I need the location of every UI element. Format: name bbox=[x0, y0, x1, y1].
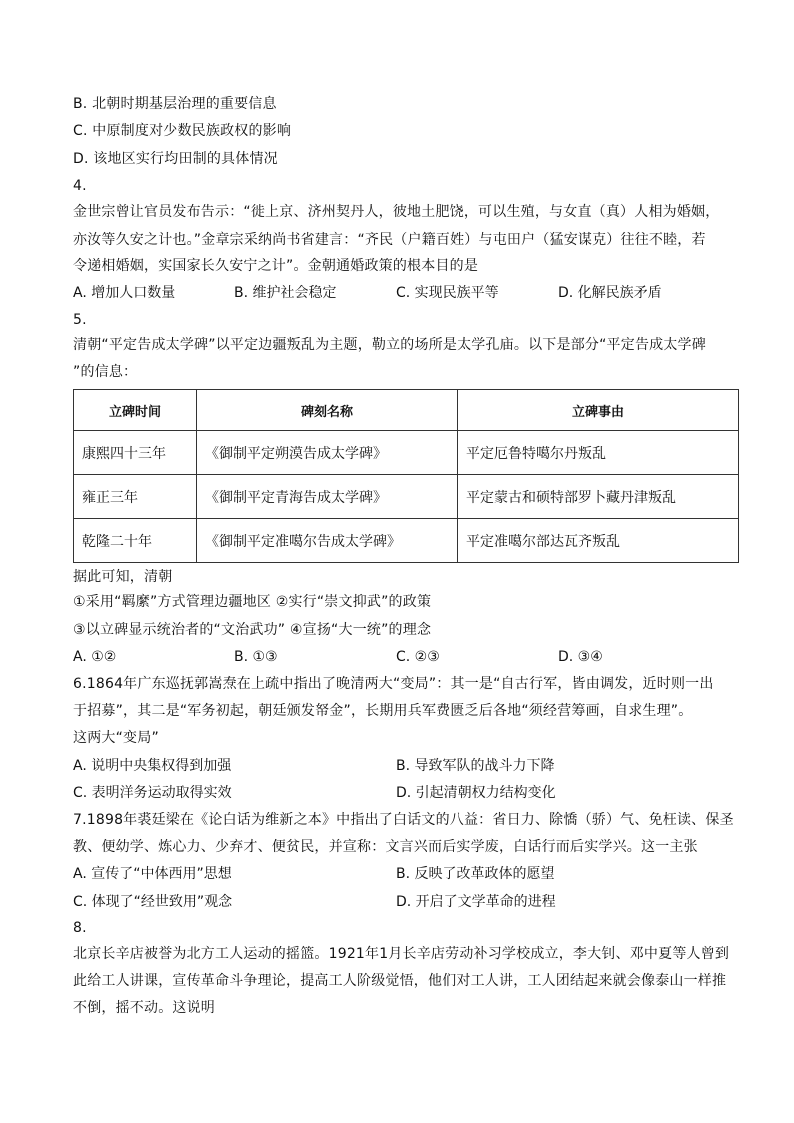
l03: D. 该地区实行均田制的具体情况 bbox=[73, 151, 278, 167]
q4-option-c: C. 实现民族平等 bbox=[396, 285, 499, 301]
q5-option-d: D. ③④ bbox=[558, 649, 603, 665]
l28: 不倒，摇不动。这说明 bbox=[73, 1000, 215, 1016]
table-row bbox=[74, 475, 739, 519]
l26: 北京长辛店被誉为北方工人运动的摇篮。1921年1月长辛店劳动补习学校成立，李大钊、邓中夏等人曾到 bbox=[73, 946, 730, 962]
q7-option-d: D. 开启了文学革命的进程 bbox=[396, 894, 556, 910]
l25: 8. bbox=[73, 920, 87, 936]
l05: 金世宗曾让官员发布告示：“徙上京、济州契丹人，彼地土肥饶，可以生殖，与女直（真）人相为婚姻， bbox=[73, 204, 720, 220]
l22: 教、便幼学、炼心力、少弃才、便贫民，并宣称：文言兴而后实学废，白话行而后实学兴。这一主张 bbox=[73, 839, 698, 855]
q4-option-d: D. 化解民族矛盾 bbox=[558, 285, 662, 301]
l18: 这两大“变局” bbox=[73, 730, 159, 746]
q7-option-a: A. 宣传了“中体西用”思想 bbox=[73, 866, 232, 882]
l07: 令递相婚姻，实国家长久安宁之计”。金朝通婚政策的根本目的是 bbox=[73, 258, 479, 274]
l14: ③以立碑显示统治者的“文治武功” ④宣扬“大一统”的理念 bbox=[73, 622, 432, 638]
table-cell: 平定准噶尔部达瓦齐叛乱 bbox=[458, 519, 739, 563]
l11: ”的信息： bbox=[73, 364, 138, 380]
table-cell: 康熙四十三年 bbox=[74, 431, 197, 475]
table-cell: 平定厄鲁特噶尔丹叛乱 bbox=[458, 431, 739, 475]
l16: 6.1864年广东巡抚郭嵩焘在上疏中指出了晚清两大“变局”：其一是“自古行军，皆由调发，近时则一出 bbox=[73, 676, 714, 692]
l27: 此给工人讲课，宣传革命斗争理论，提高工人阶级觉悟，他们对工人讲，工人团结起来就会像泰山一样推 bbox=[73, 973, 727, 989]
q7-option-b: B. 反映了改革政体的愿望 bbox=[396, 866, 555, 882]
table-cell: 《御制平定朔漠告成太学碑》 bbox=[197, 431, 458, 475]
table-cell: 乾隆二十年 bbox=[74, 519, 197, 563]
stele-table bbox=[73, 389, 739, 563]
table-row bbox=[74, 519, 739, 563]
q5-option-c: C. ②③ bbox=[396, 649, 440, 665]
l17: 于招募”，其二是“军务初起，朝廷颁发帑金”，长期用兵军费匮乏后各地“须经营筹画，自求生理”。 bbox=[73, 703, 693, 719]
l06: 亦汝等久安之计也。”金章宗采纳尚书省建言：“齐民（户籍百姓）与屯田户（猛安谋克）往往不睦，若 bbox=[73, 232, 706, 248]
q6-option-c: C. 表明洋务运动取得实效 bbox=[73, 785, 232, 801]
table-row bbox=[74, 431, 739, 475]
q4-option-b: B. 维护社会稳定 bbox=[234, 285, 337, 301]
q6-option-a: A. 说明中央集权得到加强 bbox=[73, 758, 232, 774]
table-cell: 《御制平定青海告成太学碑》 bbox=[197, 475, 458, 519]
q6-option-b: B. 导致军队的战斗力下降 bbox=[396, 758, 555, 774]
table-header: 立碑事由 bbox=[458, 390, 739, 431]
l13: ①采用“羁縻”方式管理边疆地区 ②实行“崇文抑武”的政策 bbox=[73, 594, 432, 610]
l02: C. 中原制度对少数民族政权的影响 bbox=[73, 123, 292, 139]
q6-option-d: D. 引起清朝权力结构变化 bbox=[396, 785, 556, 801]
q7-option-c: C. 体现了“经世致用”观念 bbox=[73, 894, 233, 910]
l01: B. 北朝时期基层治理的重要信息 bbox=[73, 96, 277, 112]
q5-option-a: A. ①② bbox=[73, 649, 117, 665]
l09: 5. bbox=[73, 312, 87, 328]
l04: 4. bbox=[73, 178, 87, 194]
table-header: 碑刻名称 bbox=[197, 390, 458, 431]
table-cell: 雍正三年 bbox=[74, 475, 197, 519]
table-header-row bbox=[74, 390, 739, 431]
l10: 清朝“平定告成太学碑”以平定边疆叛乱为主题，勒立的场所是太学孔庙。以下是部分“平定告成太学碑 bbox=[73, 337, 706, 353]
l12: 据此可知，清朝 bbox=[73, 569, 173, 585]
table-cell: 《御制平定准噶尔告成太学碑》 bbox=[197, 519, 458, 563]
q5-option-b: B. ①③ bbox=[234, 649, 278, 665]
q4-option-a: A. 增加人口数量 bbox=[73, 285, 176, 301]
table-cell: 平定蒙古和硕特部罗卜藏丹津叛乱 bbox=[458, 475, 739, 519]
l21: 7.1898年裘廷梁在《论白话为维新之本》中指出了白话文的八益：省日力、除憍（骄）气、免枉读、保圣 bbox=[73, 812, 734, 828]
table-header: 立碑时间 bbox=[74, 390, 197, 431]
